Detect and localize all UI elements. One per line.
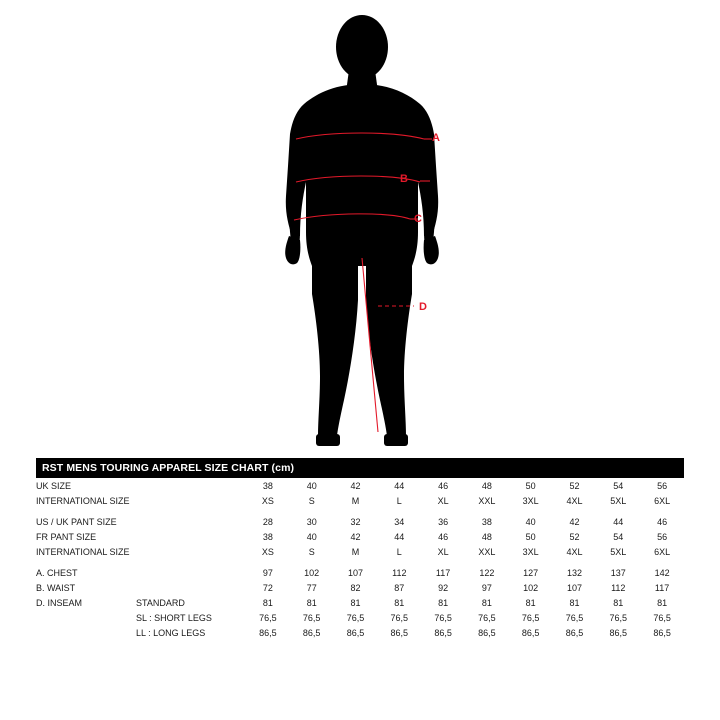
cell-value: 102: [304, 567, 320, 578]
cell-value: 6XL: [654, 546, 671, 557]
table-row: [36, 544, 684, 559]
cell-value: 81: [262, 597, 273, 608]
cell-value: 107: [347, 567, 363, 578]
cell-value: 46: [657, 516, 668, 527]
row-label: UK SIZE: [36, 480, 72, 491]
cell-value: 86,5: [521, 627, 540, 638]
cell-value: 76,5: [259, 612, 277, 623]
row-sublabel: STANDARD: [136, 597, 185, 608]
cell-value: 46: [438, 531, 449, 542]
cell-value: 86,5: [609, 627, 628, 638]
cell-value: 5XL: [610, 495, 627, 506]
table-row: [36, 514, 684, 529]
cell-value: 76,5: [653, 612, 671, 623]
cell-value: 38: [481, 516, 492, 527]
cell-value: 76,5: [609, 612, 628, 623]
cell-value: 44: [394, 480, 405, 491]
cell-value: 50: [525, 531, 536, 542]
cell-value: 40: [525, 516, 536, 527]
cell-value: 132: [566, 567, 582, 578]
table-row: [36, 529, 684, 544]
cell-value: 50: [525, 480, 536, 491]
cell-value: 48: [481, 480, 492, 491]
cell-value: S: [308, 495, 315, 506]
cell-value: 86,5: [390, 627, 409, 638]
cell-value: 97: [481, 582, 492, 593]
cell-value: 77: [306, 582, 317, 593]
cell-value: 81: [657, 597, 668, 608]
row-label: INTERNATIONAL SIZE: [36, 495, 130, 506]
measure-label-b: B: [400, 173, 409, 185]
cell-value: L: [396, 495, 402, 506]
cell-value: 52: [569, 531, 580, 542]
cell-value: 56: [657, 480, 668, 491]
cell-value: 44: [394, 531, 405, 542]
row-label: B. WAIST: [36, 582, 76, 593]
cell-value: 4XL: [566, 495, 583, 506]
table-row: [36, 478, 684, 493]
cell-value: XL: [437, 495, 449, 506]
row-label: [36, 610, 136, 625]
cell-value: 81: [394, 597, 405, 608]
cell-value: 6XL: [654, 495, 671, 506]
cell-value: 56: [657, 531, 668, 542]
cell-value: 102: [523, 582, 539, 593]
cell-value: 76,5: [434, 612, 452, 623]
row-sublabel: [136, 529, 246, 544]
cell-value: 81: [613, 597, 624, 608]
cell-value: 107: [566, 582, 582, 593]
cell-value: 127: [523, 567, 539, 578]
cell-value: 86,5: [653, 627, 671, 638]
table-row: [36, 565, 684, 580]
size-table: [36, 478, 684, 640]
cell-value: 42: [350, 531, 361, 542]
cell-value: 76,5: [302, 612, 321, 623]
cell-value: 82: [350, 582, 361, 593]
cell-value: 76,5: [478, 612, 496, 623]
cell-value: XS: [261, 546, 274, 557]
table-row: [36, 580, 684, 595]
row-label: US / UK PANT SIZE: [36, 516, 117, 527]
cell-value: 46: [438, 480, 449, 491]
cell-value: 86,5: [478, 627, 496, 638]
row-sublabel: [136, 565, 246, 580]
cell-value: 3XL: [522, 546, 539, 557]
row-label: D. INSEAM: [36, 597, 83, 608]
chart-title: RST MENS TOURING APPAREL SIZE CHART (cm): [36, 458, 684, 478]
cell-value: 42: [569, 516, 580, 527]
measure-label-c: C: [414, 213, 423, 225]
cell-value: 28: [262, 516, 273, 527]
cell-value: 137: [610, 567, 626, 578]
cell-value: 4XL: [566, 546, 583, 557]
cell-value: 36: [438, 516, 449, 527]
cell-value: 86,5: [302, 627, 321, 638]
cell-value: 87: [394, 582, 405, 593]
cell-value: 81: [525, 597, 536, 608]
cell-value: 30: [306, 516, 317, 527]
cell-value: 72: [262, 582, 273, 593]
cell-value: 54: [613, 480, 624, 491]
measure-label-a: A: [432, 132, 441, 144]
cell-value: 40: [306, 531, 317, 542]
cell-value: 3XL: [522, 495, 539, 506]
cell-value: S: [308, 546, 315, 557]
row-sublabel: [136, 580, 246, 595]
cell-value: 112: [611, 582, 626, 593]
cell-value: 86,5: [565, 627, 584, 638]
cell-value: 112: [392, 567, 407, 578]
cell-value: 34: [394, 516, 405, 527]
cell-value: 76,5: [565, 612, 584, 623]
cell-value: 122: [479, 567, 495, 578]
cell-value: 117: [435, 567, 451, 578]
cell-value: 42: [350, 480, 361, 491]
cell-value: 44: [613, 516, 624, 527]
row-sublabel: [136, 514, 246, 529]
cell-value: M: [351, 546, 360, 557]
cell-value: 5XL: [610, 546, 627, 557]
cell-value: 86,5: [346, 627, 365, 638]
cell-value: 86,5: [259, 627, 277, 638]
cell-value: 81: [481, 597, 492, 608]
cell-value: XXL: [478, 546, 496, 557]
cell-value: 38: [262, 531, 273, 542]
table-row: [36, 595, 684, 610]
cell-value: L: [396, 546, 402, 557]
row-label: INTERNATIONAL SIZE: [36, 546, 130, 557]
cell-value: 32: [350, 516, 361, 527]
measure-label-d: D: [419, 301, 428, 313]
row-sublabel: [136, 478, 246, 493]
row-label: [36, 625, 136, 640]
cell-value: 81: [438, 597, 449, 608]
row-sublabel: LL : LONG LEGS: [136, 627, 206, 638]
cell-value: 117: [654, 582, 670, 593]
row-sublabel: SL : SHORT LEGS: [136, 612, 212, 623]
cell-value: 97: [262, 567, 273, 578]
cell-value: 81: [350, 597, 361, 608]
row-sublabel: [136, 493, 246, 508]
cell-value: 54: [613, 531, 624, 542]
cell-value: M: [351, 495, 360, 506]
table-row: [36, 610, 684, 625]
cell-value: 76,5: [390, 612, 409, 623]
cell-value: 40: [306, 480, 317, 491]
cell-value: 38: [262, 480, 273, 491]
cell-value: 52: [569, 480, 580, 491]
row-sublabel: [136, 544, 246, 559]
table-row: [36, 625, 684, 640]
cell-value: XXL: [478, 495, 496, 506]
row-label: FR PANT SIZE: [36, 531, 97, 542]
cell-value: 76,5: [521, 612, 540, 623]
cell-value: 92: [438, 582, 449, 593]
cell-value: 81: [306, 597, 317, 608]
cell-value: 81: [569, 597, 580, 608]
row-label: A. CHEST: [36, 567, 78, 578]
size-chart: [36, 458, 684, 640]
table-row: [36, 493, 684, 508]
cell-value: 48: [481, 531, 492, 542]
cell-value: XL: [437, 546, 449, 557]
cell-value: 86,5: [434, 627, 452, 638]
cell-value: XS: [261, 495, 274, 506]
cell-value: 76,5: [346, 612, 365, 623]
cell-value: 142: [654, 567, 670, 578]
